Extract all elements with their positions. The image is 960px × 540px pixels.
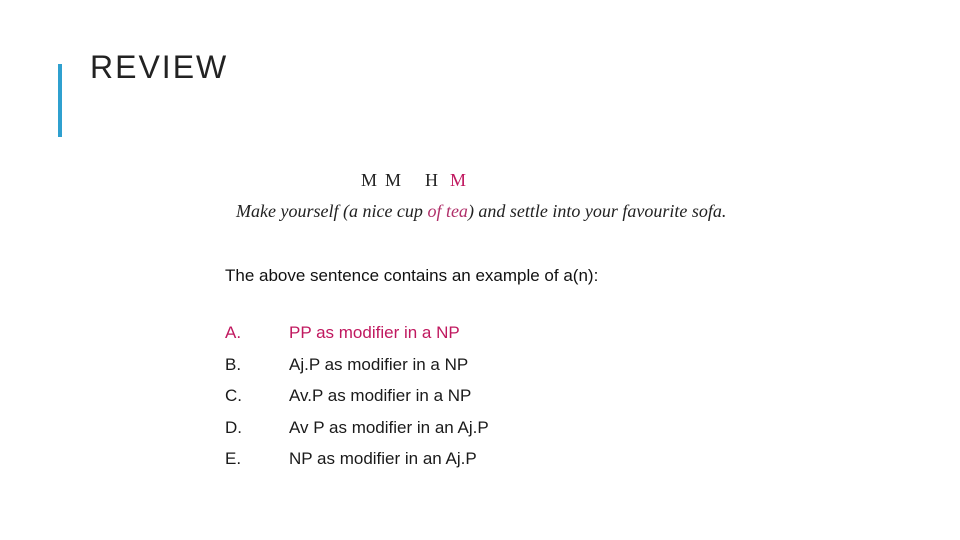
annotation-mark-m3: M xyxy=(450,170,467,190)
option-letter: A. xyxy=(225,323,242,342)
option-text: Av.P as modifier in a NP xyxy=(289,386,472,405)
option-text: Aj.P as modifier in a NP xyxy=(289,354,469,374)
annotation-mark-m1: M xyxy=(361,170,378,190)
option-letter: D. xyxy=(225,417,242,437)
example-sentence xyxy=(236,201,726,222)
option-text: PP as modifier in a NP xyxy=(289,323,460,342)
option-text: NP as modifier in an Aj.P xyxy=(289,449,477,468)
annotation-mark-m2: M xyxy=(385,170,402,190)
sentence-part-2: ) and settle into your favourite sofa. xyxy=(467,201,727,221)
option-letter: C. xyxy=(225,386,242,405)
title-accent-bar xyxy=(58,64,62,137)
sentence-highlight: of tea xyxy=(427,201,468,221)
option-letter: B. xyxy=(225,354,242,374)
slide-title: REVIEW xyxy=(90,49,229,85)
option-text: Av P as modifier in an Aj.P xyxy=(289,417,489,437)
question-text: The above sentence contains an example of a(n): xyxy=(225,266,599,285)
option-letter: E. xyxy=(225,449,242,468)
annotation-mark-h: H xyxy=(425,170,438,190)
sentence-part-1: Make yourself (a nice cup xyxy=(236,201,428,221)
